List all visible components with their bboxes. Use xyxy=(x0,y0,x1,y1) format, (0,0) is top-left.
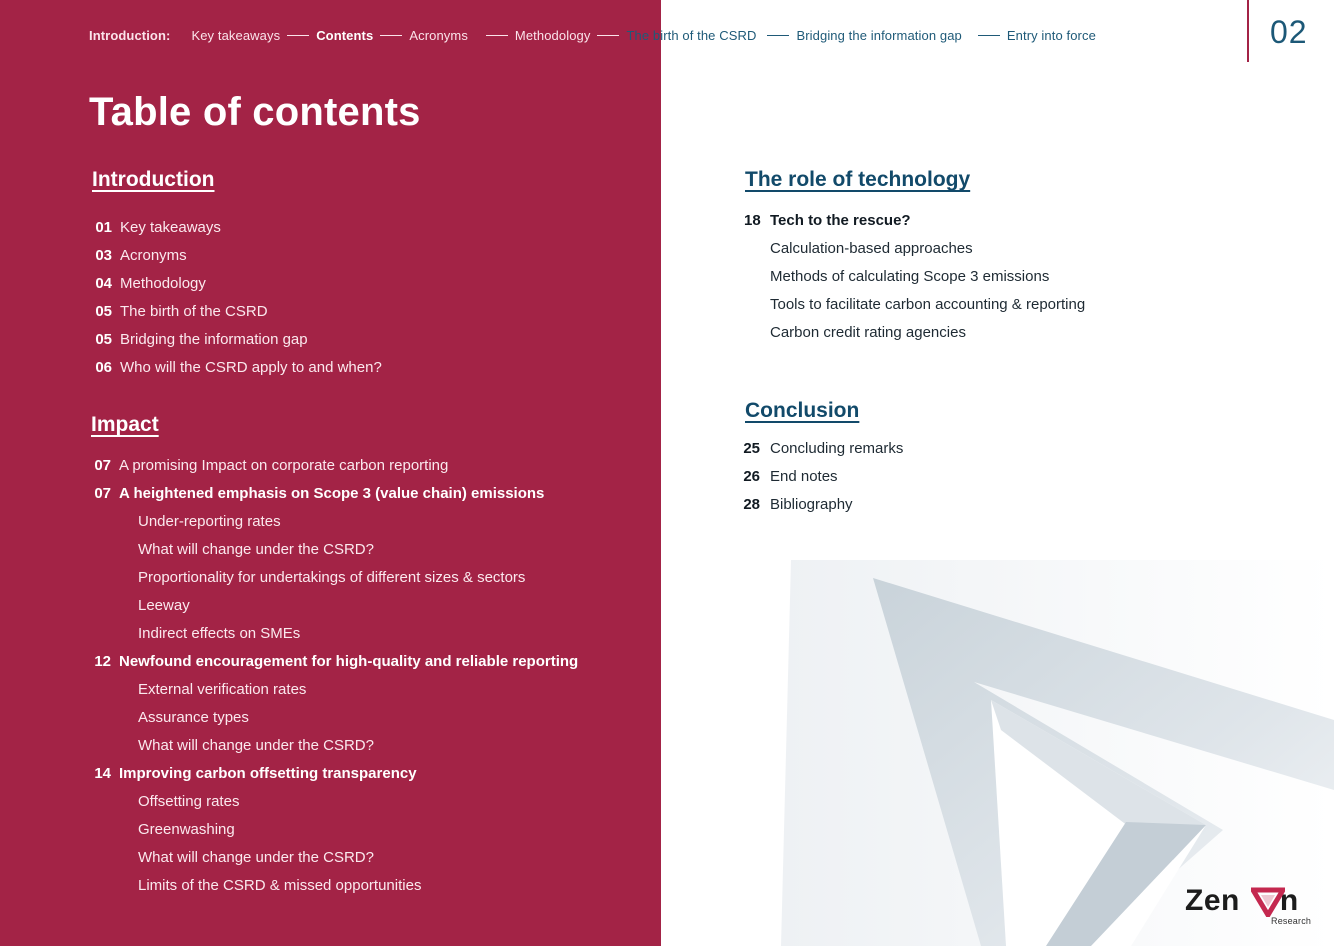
toc-entry[interactable] xyxy=(744,235,1085,263)
toc-entry-page-number: 04 xyxy=(95,275,112,292)
nav-separator xyxy=(287,35,309,36)
toc-entry-page-number: 05 xyxy=(95,303,112,320)
section-heading-impact[interactable]: Impact xyxy=(91,413,159,436)
logo-word-right: n xyxy=(1279,884,1299,917)
toc-entry[interactable] xyxy=(92,760,578,788)
toc-entry-page-number: 14 xyxy=(94,765,111,782)
nav-link-birth-of-csrd[interactable]: The birth of the CSRD xyxy=(626,27,757,43)
toc-entry-label: Bibliography xyxy=(770,496,853,513)
toc-entry-page-number: 12 xyxy=(94,653,111,670)
toc-list-conclusion xyxy=(742,435,903,519)
toc-entry-label: Newfound encouragement for high-quality and reliable reporting xyxy=(119,653,579,670)
toc-entry[interactable] xyxy=(744,291,1085,319)
nav-section-label: Introduction: xyxy=(89,27,171,43)
toc-entry-label: Offsetting rates xyxy=(138,793,240,810)
page-title: Table of contents xyxy=(89,90,421,134)
toc-entry-label: External verification rates xyxy=(138,681,307,698)
toc-entry-label: Calculation-based approaches xyxy=(770,240,973,257)
nav-separator xyxy=(597,35,619,36)
toc-entry-label: Acronyms xyxy=(120,247,187,264)
toc-entry[interactable] xyxy=(742,463,903,491)
toc-entry-label: Assurance types xyxy=(138,709,249,726)
toc-entry[interactable] xyxy=(92,844,578,872)
nav-separator xyxy=(380,35,402,36)
toc-list-impact xyxy=(92,452,578,900)
toc-entry-page-number: 28 xyxy=(743,496,760,513)
toc-entry-page-number: 07 xyxy=(94,485,111,502)
toc-entry-page-number: 06 xyxy=(95,359,112,376)
toc-entry-label: The birth of the CSRD xyxy=(120,303,268,320)
toc-entry-page-number: 25 xyxy=(743,440,760,457)
nav-separator xyxy=(978,35,1000,36)
toc-entry-page-number: 05 xyxy=(95,331,112,348)
toc-entry[interactable] xyxy=(742,491,903,519)
toc-entry-label: Leeway xyxy=(138,597,190,614)
toc-entry[interactable] xyxy=(92,620,578,648)
toc-entry-label: Indirect effects on SMEs xyxy=(138,625,301,642)
toc-entry[interactable] xyxy=(92,732,578,760)
toc-entry[interactable] xyxy=(742,435,903,463)
zenon-research-logo xyxy=(1185,884,1315,930)
nav-link-information-gap[interactable]: Bridging the information gap xyxy=(796,27,962,43)
toc-entry-label: Under-reporting rates xyxy=(138,513,281,530)
toc-entry[interactable] xyxy=(744,207,1085,235)
toc-entry-label: What will change under the CSRD? xyxy=(138,541,374,558)
toc-entry-label: Proportionality for undertakings of different sizes & sectors xyxy=(138,569,526,586)
toc-entry-label: Concluding remarks xyxy=(770,440,904,457)
toc-entry-label: Carbon credit rating agencies xyxy=(770,324,966,341)
toc-entry[interactable] xyxy=(89,214,382,242)
toc-entry[interactable] xyxy=(89,354,382,382)
toc-entry-label: Key takeaways xyxy=(120,219,221,236)
toc-entry-label: Bridging the information gap xyxy=(120,331,308,348)
logo-word-left: Zen xyxy=(1185,884,1240,917)
page-number-rule xyxy=(1247,0,1249,62)
logo-subtitle: Research xyxy=(1271,916,1312,926)
toc-entry[interactable] xyxy=(89,270,382,298)
section-heading-conclusion[interactable]: Conclusion xyxy=(745,399,860,422)
toc-entry-label: Improving carbon offsetting transparency xyxy=(119,765,417,782)
toc-entry[interactable] xyxy=(89,326,382,354)
toc-entry[interactable] xyxy=(92,592,578,620)
page-number: 02 xyxy=(1270,14,1308,50)
toc-list-introduction xyxy=(89,214,382,382)
section-heading-introduction[interactable]: Introduction xyxy=(92,168,215,191)
toc-list-technology xyxy=(744,207,1085,347)
toc-entry-label: Who will the CSRD apply to and when? xyxy=(120,359,382,376)
toc-entry-page-number: 07 xyxy=(94,457,111,474)
toc-entry-label: What will change under the CSRD? xyxy=(138,737,374,754)
toc-entry-label: Tools to facilitate carbon accounting & reporting xyxy=(770,296,1086,313)
toc-entry[interactable] xyxy=(744,319,1085,347)
toc-entry-page-number: 18 xyxy=(744,212,761,229)
breadcrumb-nav xyxy=(89,26,1096,44)
toc-entry-label: What will change under the CSRD? xyxy=(138,849,374,866)
toc-entry[interactable] xyxy=(89,242,382,270)
toc-entry[interactable] xyxy=(92,676,578,704)
toc-entry-label: Methodology xyxy=(120,275,206,292)
toc-entry-page-number: 01 xyxy=(95,219,112,236)
toc-entry[interactable] xyxy=(92,480,578,508)
logo-triangle-icon xyxy=(1251,887,1285,917)
toc-entry[interactable] xyxy=(89,298,382,326)
toc-entry[interactable] xyxy=(92,508,578,536)
toc-entry[interactable] xyxy=(92,564,578,592)
toc-entry[interactable] xyxy=(92,648,578,676)
nav-separator xyxy=(767,35,789,36)
toc-entry-label: A promising Impact on corporate carbon reporting xyxy=(119,457,449,474)
nav-link-methodology[interactable]: Methodology xyxy=(514,27,591,43)
toc-entry[interactable] xyxy=(92,788,578,816)
toc-entry-page-number: 03 xyxy=(95,247,112,264)
toc-entry-page-number: 26 xyxy=(743,468,760,485)
toc-entry-label: A heightened emphasis on Scope 3 (value chain) emissions xyxy=(119,485,545,502)
toc-entry-label: Limits of the CSRD & missed opportunities xyxy=(138,877,422,894)
toc-entry[interactable] xyxy=(744,263,1085,291)
nav-link-key-takeaways[interactable]: Key takeaways xyxy=(191,27,281,43)
nav-link-contents[interactable]: Contents xyxy=(316,27,374,43)
section-heading-technology[interactable]: The role of technology xyxy=(745,168,971,191)
toc-entry[interactable] xyxy=(92,452,578,480)
toc-entry[interactable] xyxy=(92,872,578,900)
toc-entry[interactable] xyxy=(92,536,578,564)
nav-link-entry-into-force[interactable]: Entry into force xyxy=(1006,27,1096,43)
toc-entry-label: End notes xyxy=(770,468,838,485)
toc-entry[interactable] xyxy=(92,704,578,732)
toc-entry-label: Tech to the rescue? xyxy=(770,212,911,229)
nav-separator xyxy=(486,35,508,36)
toc-entry-label: Methods of calculating Scope 3 emissions xyxy=(770,268,1050,285)
nav-link-acronyms[interactable]: Acronyms xyxy=(409,27,468,43)
toc-entry[interactable] xyxy=(92,816,578,844)
toc-entry-label: Greenwashing xyxy=(138,821,235,838)
